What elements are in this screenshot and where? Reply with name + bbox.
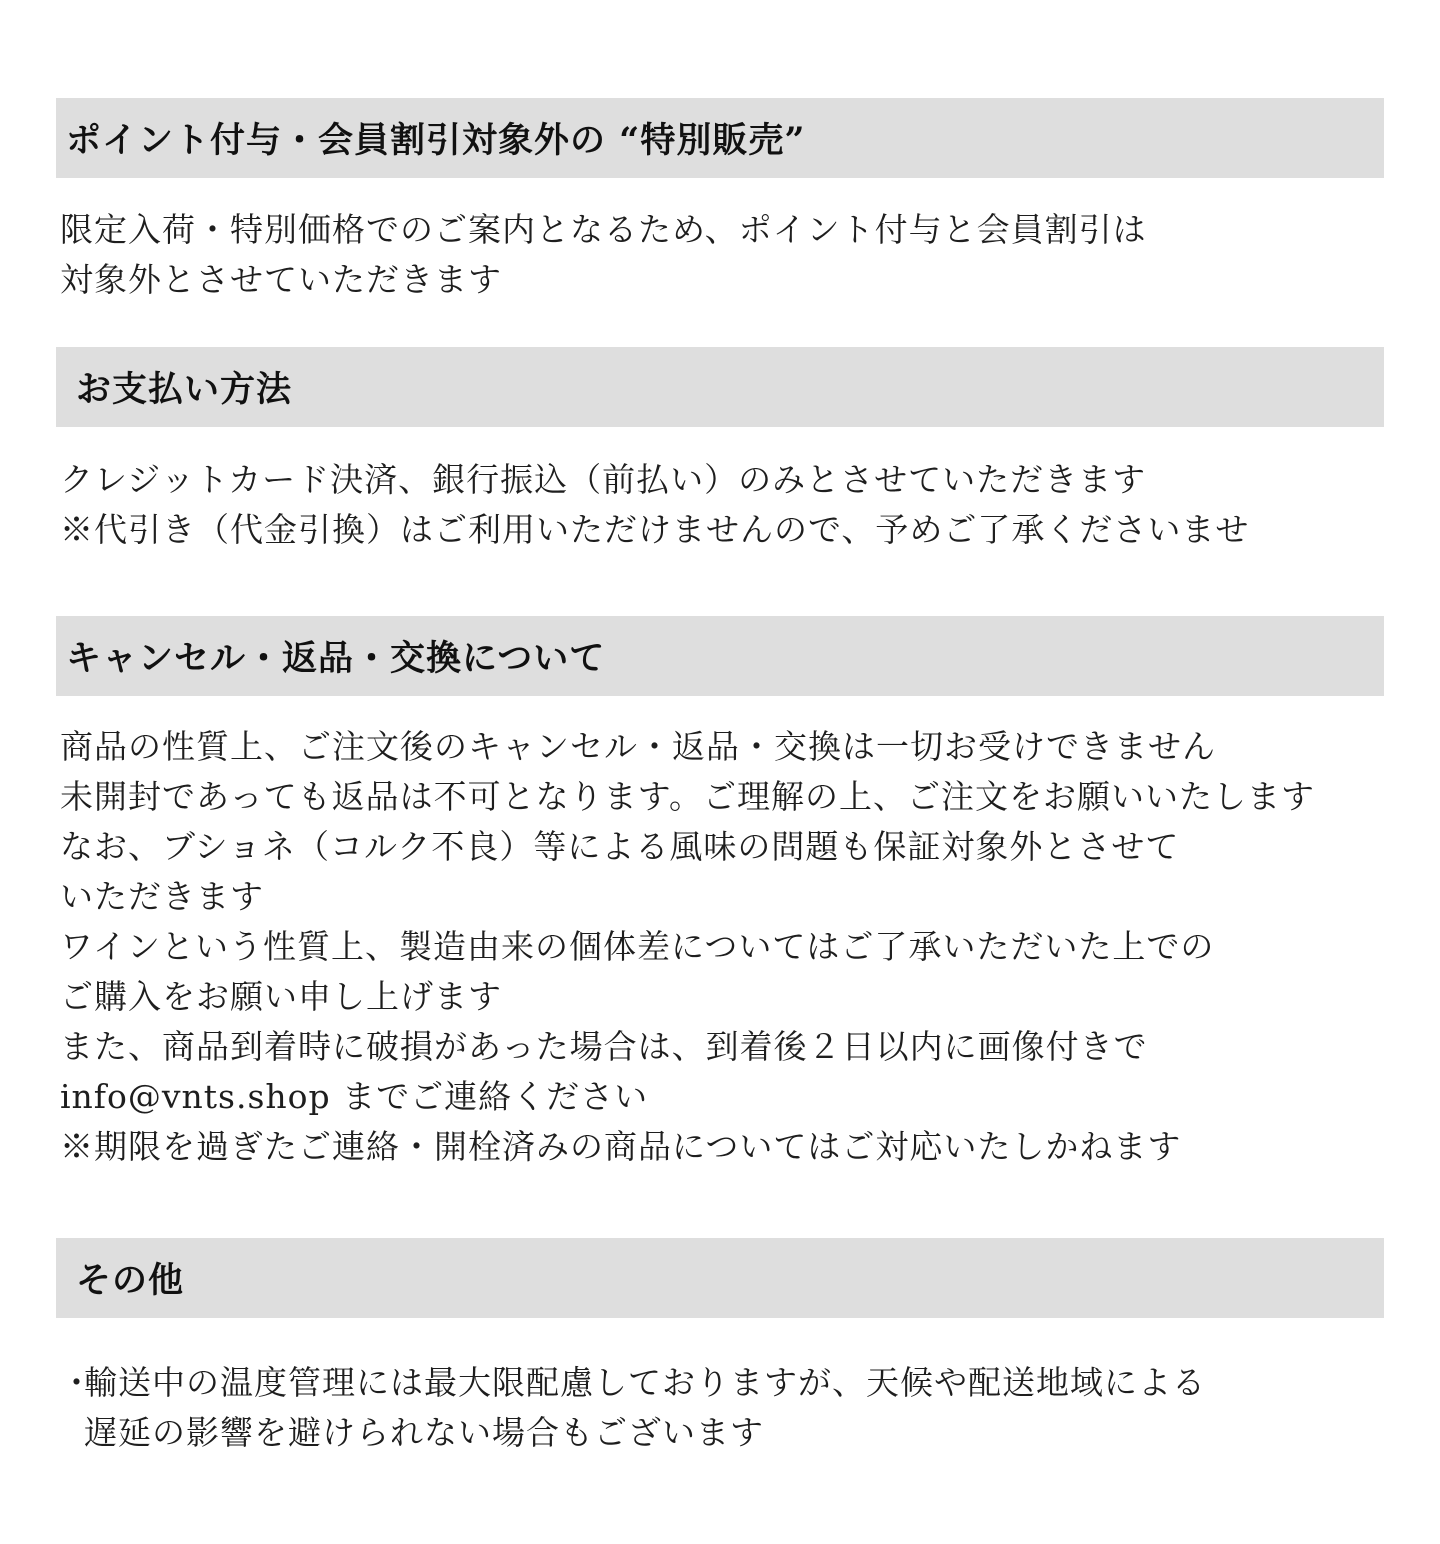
text-line: ※代引き（代金引換）はご利用いただけませんので、予めご了承くださいませ xyxy=(60,510,1250,549)
text-line: 対象外とさせていただきます xyxy=(60,260,502,299)
text-line: ※期限を過ぎたご連絡・開栓済みの商品についてはご対応いたしかねます xyxy=(60,1127,1182,1166)
section-header-payment xyxy=(56,347,1384,427)
list-item xyxy=(60,1358,1390,1458)
text-line: 商品の性質上、ご注文後のキャンセル・返品・交換は一切お受けできません xyxy=(60,727,1216,766)
text-line: 未開封であっても返品は不可となります。ご理解の上、ご注文をお願いいたします xyxy=(60,777,1316,816)
text-line: 限定入荷・特別価格でのご案内となるため、ポイント付与と会員割引は xyxy=(60,210,1147,249)
section-body-payment xyxy=(60,455,1390,555)
section-title-special-sale: ポイント付与・会員割引対象外の “特別販売” xyxy=(66,120,806,161)
text-line: 輸送中の温度管理には最大限配慮しておりますが、天候や配送地域による xyxy=(84,1363,1206,1402)
text-line: ワインという性質上、製造由来の個体差についてはご了承いただいた上での xyxy=(60,927,1215,966)
bullet-marker: ・ xyxy=(60,1363,94,1402)
text-line: 遅延の影響を避けられない場合もございます xyxy=(84,1413,764,1452)
section-body-other xyxy=(60,1358,1390,1458)
bullet-list xyxy=(60,1358,1390,1458)
section-body-cancellation xyxy=(60,722,1390,1172)
section-title-other: その他 xyxy=(76,1260,185,1301)
text-line: ご購入をお願い申し上げます xyxy=(60,977,502,1016)
section-title-cancellation: キャンセル・返品・交換について xyxy=(66,638,606,679)
text-line: いただきます xyxy=(60,877,264,916)
text-line: なお、ブショネ（コルク不良）等による風味の問題も保証対象外とさせて xyxy=(60,827,1180,866)
section-header-cancellation xyxy=(56,616,1384,696)
text-line: また、商品到着時に破損があった場合は、到着後２日以内に画像付きで xyxy=(60,1027,1148,1066)
text-line: info@vnts.shop までご連絡ください xyxy=(60,1077,649,1116)
section-header-special-sale xyxy=(56,98,1384,178)
section-title-payment: お支払い方法 xyxy=(76,369,293,410)
text-line: クレジットカード決済、銀行振込（前払い）のみとさせていただきます xyxy=(60,460,1147,499)
section-body-special-sale xyxy=(60,205,1390,305)
section-header-other xyxy=(56,1238,1384,1318)
